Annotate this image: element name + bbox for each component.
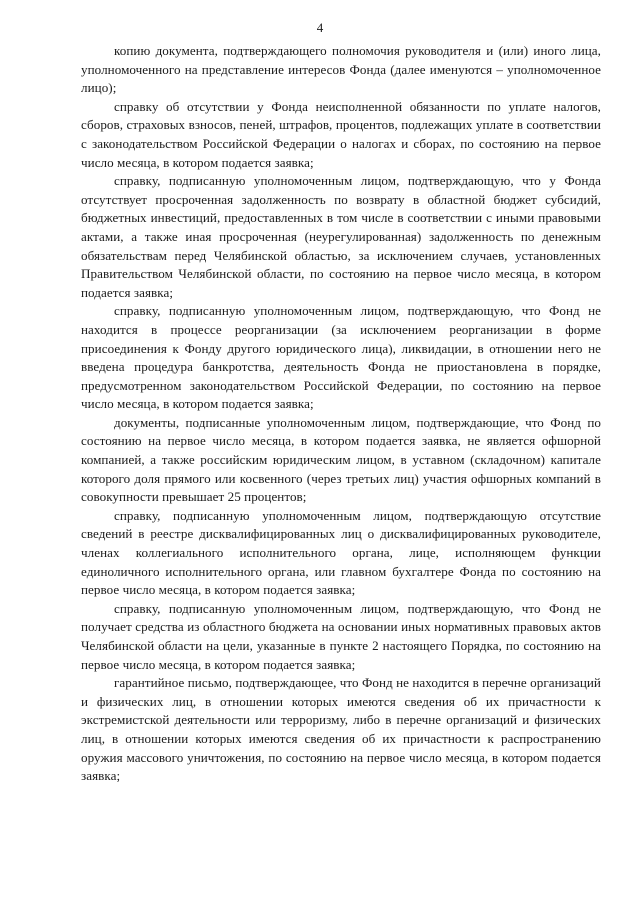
- page-number: 4: [316, 20, 324, 35]
- paragraph-tax-certificate: справку об отсутствии у Фонда неисполненной обязанности по уплате налогов, сборов, страховых взносов, пеней, штрафов, процентов, подлежащих уплате в соответствии с законодательством Российской Федерации о налогах и сборах, по состоянию на первое число месяца, в котором подается заявка;: [81, 98, 601, 170]
- paragraph-debt-certificate: справку, подписанную уполномоченным лицом, подтверждающую, что у Фонда отсутствует просроченная задолженность по возврату в областной бюджет субсидий, бюджетных инвестиций, предоставленных в том числе в соответствии с иными правовыми актами, а также иная просроченная (неурегулированная) задолженность по денежным обязательствам перед Челябинской областью, за исключением случаев, установленных Правительством Челябинской области, по состоянию на первое число месяца, в котором подается заявка;: [81, 173, 601, 300]
- paragraph-authority-copy: копию документа, подтверждающего полномочия руководителя и (или) иного лица, уполномоченного на представление интересов Фонда (далее именуются – уполномоченное лицо);: [81, 43, 601, 96]
- document-body: [81, 42, 601, 786]
- paragraph-reorganization-certificate: справку, подписанную уполномоченным лицом, подтверждающую, что Фонд не находится в процессе реорганизации (за исключением реорганизации в форме присоединения к Фонду другого юридического лица), ликвидации, в отношении него не введена процедура банкротства, деятельность Фонда не приостановлена в порядке, предусмотренном законодательством Российской Федерации, по состоянию на первое число месяца, в котором подается заявка;: [81, 303, 601, 412]
- paragraph-budget-funds-certificate: справку, подписанную уполномоченным лицом, подтверждающую, что Фонд не получает средства из областного бюджета на основании иных нормативных правовых актов Челябинской области на цели, указанные в пункте 2 настоящего Порядка, по состоянию на первое число месяца, в котором подается заявка;: [81, 600, 601, 672]
- paragraph-disqualification-certificate: справку, подписанную уполномоченным лицом, подтверждающую отсутствие сведений в реестре дисквалифицированных лиц о дисквалифицированных руководителе, членах коллегиального исполнительного органа, лице, исполняющем функции единоличного исполнительного органа, или главном бухгалтере Фонда по состоянию на первое число месяца, в котором подается заявка;: [81, 507, 601, 598]
- paragraph-offshore-documents: документы, подписанные уполномоченным лицом, подтверждающие, что Фонд по состоянию на первое число месяца, в котором подается заявка, не является офшорной компанией, а также российским юридическим лицом, в уставном (складочном) капитале которого доля прямого или косвенного (через третьих лиц) участия офшорных компаний в совокупности превышает 25 процентов;: [81, 414, 601, 505]
- paragraph-guarantee-letter: гарантийное письмо, подтверждающее, что Фонд не находится в перечне организаций и физических лиц, в отношении которых имеются сведения об их причастности к экстремистской деятельности или терроризму, либо в перечне организаций и физических лиц, в отношении которых имеются сведения об их причастности к распространению оружия массового уничтожения, по состоянию на первое число месяца, в котором подается заявка;: [81, 675, 601, 784]
